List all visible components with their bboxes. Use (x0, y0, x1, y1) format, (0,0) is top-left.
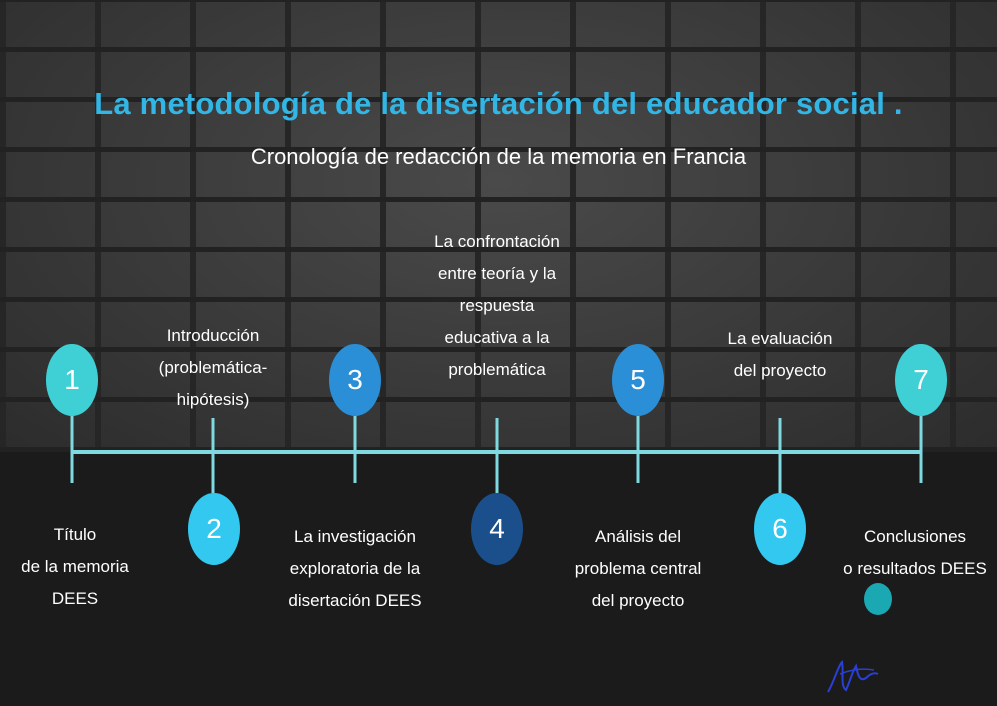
step-7-label: Conclusiones o resultados DEES (843, 527, 987, 578)
page-subtitle: Cronología de redacción de la memoria en Francia (250, 144, 747, 169)
teal-dot-decoration (864, 583, 892, 615)
step-5-label: Análisis del problema central del proyecto (574, 527, 702, 610)
step-5-node (612, 344, 664, 416)
page-title: La metodología de la disertación del educador social . (94, 86, 903, 121)
step-3-label: La investigación exploratoria de la disertación DEES (288, 527, 422, 610)
step-4-number: 4 (489, 513, 505, 544)
step-4-node (471, 493, 523, 565)
step-2-label: Introducción (problemática- hipótesis) (158, 326, 268, 409)
step-3-node (329, 344, 381, 416)
step-6-node (754, 493, 806, 565)
step-4-label: La confrontación entre teoría y la respuesta educativa a la problemática (434, 232, 560, 379)
step-6-label: La evaluación del proyecto (727, 329, 833, 380)
step-7-node (895, 344, 947, 416)
step-1-label: Título de la memoria DEES (21, 525, 129, 608)
step-3-number: 3 (347, 364, 363, 395)
step-5-number: 5 (630, 364, 646, 395)
step-2-number: 2 (206, 513, 222, 544)
signature-scribble (820, 652, 880, 702)
step-6-number: 6 (772, 513, 788, 544)
step-1-node (46, 344, 98, 416)
step-1-number: 1 (64, 364, 80, 395)
step-2-node (188, 493, 240, 565)
step-7-number: 7 (913, 364, 929, 395)
